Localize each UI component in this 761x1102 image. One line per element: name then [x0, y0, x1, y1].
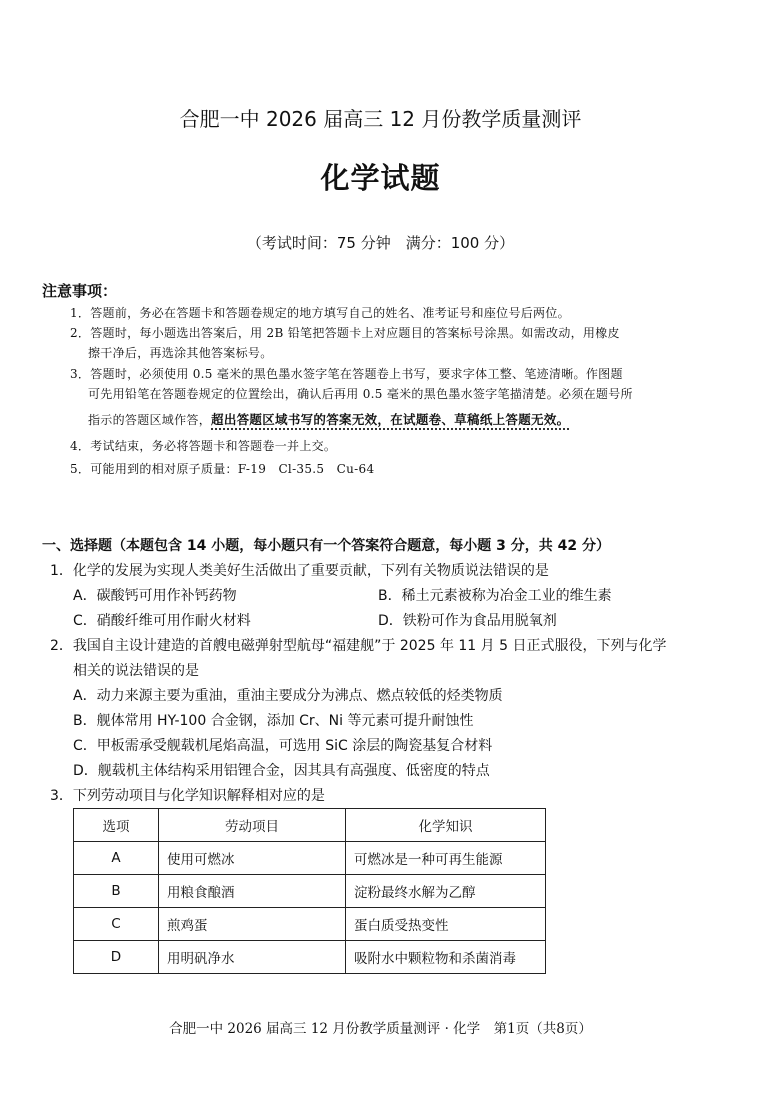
- table-cell: C: [74, 908, 159, 941]
- notice-item-1: 1．答题前，务必在答题卡和答题卷规定的地方填写自己的姓名、准考证号和座位号后两位。: [70, 306, 570, 320]
- notice-item-3-cont2: [88, 410, 569, 428]
- table-header: 选项: [74, 809, 159, 842]
- notice-emphasis: 超出答题区域书写的答案无效，在试题卷、草稿纸上答题无效。: [211, 412, 569, 430]
- table-header-row: [74, 809, 546, 842]
- question-2-option-c: C．甲板需承受舰载机尾焰高温，可选用 SiC 涂层的陶瓷基复合材料: [73, 738, 493, 754]
- question-1-option-c: C．硝酸纤维可用作耐火材料: [73, 613, 251, 629]
- question-2-stem-cont: 相关的说法错误的是: [73, 663, 199, 679]
- question-2-option-d: D．舰载机主体结构采用铝锂合金，因其具有高强度、低密度的特点: [73, 763, 490, 779]
- page-footer: 合肥一中 2026 届高三 12 月份教学质量测评 · 化学 第1页（共8页）: [169, 1021, 592, 1037]
- table-row: [74, 875, 546, 908]
- notice-item-4: 4．考试结束，务必将答题卡和答题卷一并上交。: [70, 439, 337, 453]
- table-cell: B: [74, 875, 159, 908]
- question-1-option-a: A．碳酸钙可用作补钙药物: [73, 588, 237, 604]
- subject-title: 化学试题: [320, 161, 441, 195]
- section-heading: 一、选择题（本题包含 14 小题，每小题只有一个答案符合题意，每小题 3 分，共 42 分）: [42, 538, 610, 554]
- table-cell: D: [74, 941, 159, 974]
- table-cell: 蛋白质受热变性: [346, 908, 546, 941]
- table-header: 化学知识: [346, 809, 546, 842]
- table-cell: 淀粉最终水解为乙醇: [346, 875, 546, 908]
- question-2-option-b: B．舰体常用 HY-100 合金钢，添加 Cr、Ni 等元素可提升耐蚀性: [73, 713, 474, 729]
- question-3-table: [73, 808, 546, 974]
- notice-item-3: 3．答题时，必须使用 0.5 毫米的黑色墨水签字笔在答题卷上书写，要求字体工整、笔迹清晰。作图题: [70, 367, 623, 381]
- table-row: [74, 842, 546, 875]
- question-2-stem: 2．我国自主设计建造的首艘电磁弹射型航母“福建舰”于 2025 年 11 月 5 日正式服役，下列与化学: [50, 638, 667, 654]
- notice-heading: 注意事项：: [42, 282, 118, 300]
- question-1-stem: 1．化学的发展为实现人类美好生活做出了重要贡献，下列有关物质说法错误的是: [50, 563, 549, 579]
- notice-item-2: 2．答题时，每小题选出答案后，用 2B 铅笔把答题卡上对应题目的答案标号涂黑。如需改动，用橡皮: [70, 326, 620, 340]
- exam-title: 合肥一中 2026 届高三 12 月份教学质量测评: [179, 107, 582, 131]
- notice-item-3-cont: 可先用铅笔在答题卷规定的位置绘出，确认后再用 0.5 毫米的黑色墨水签字笔描清楚。必须在题号所: [88, 387, 633, 401]
- exam-time-info: （考试时间：75 分钟 满分：100 分）: [246, 234, 515, 252]
- notice-item-5: 5．可能用到的相对原子质量：F-19 Cl-35.5 Cu-64: [70, 462, 375, 476]
- table-row: [74, 908, 546, 941]
- table-cell: 使用可燃冰: [159, 842, 346, 875]
- table-cell: 用粮食酿酒: [159, 875, 346, 908]
- table-cell: 吸附水中颗粒物和杀菌消毒: [346, 941, 546, 974]
- table-cell: A: [74, 842, 159, 875]
- notice-item-2-cont: 擦干净后，再选涂其他答案标号。: [88, 346, 273, 360]
- question-2-option-a: A．动力来源主要为重油，重油主要成分为沸点、燃点较低的烃类物质: [73, 688, 503, 704]
- question-1-option-d: D．铁粉可作为食品用脱氧剂: [378, 613, 557, 629]
- question-1-option-b: B．稀土元素被称为冶金工业的维生素: [378, 588, 612, 604]
- table-row: [74, 941, 546, 974]
- table-cell: 可燃冰是一种可再生能源: [346, 842, 546, 875]
- table-header: 劳动项目: [159, 809, 346, 842]
- table-cell: 煎鸡蛋: [159, 908, 346, 941]
- table-cell: 用明矾净水: [159, 941, 346, 974]
- question-3-stem: 3．下列劳动项目与化学知识解释相对应的是: [50, 788, 325, 804]
- notice-item-3-text: 指示的答题区域作答，: [88, 413, 212, 427]
